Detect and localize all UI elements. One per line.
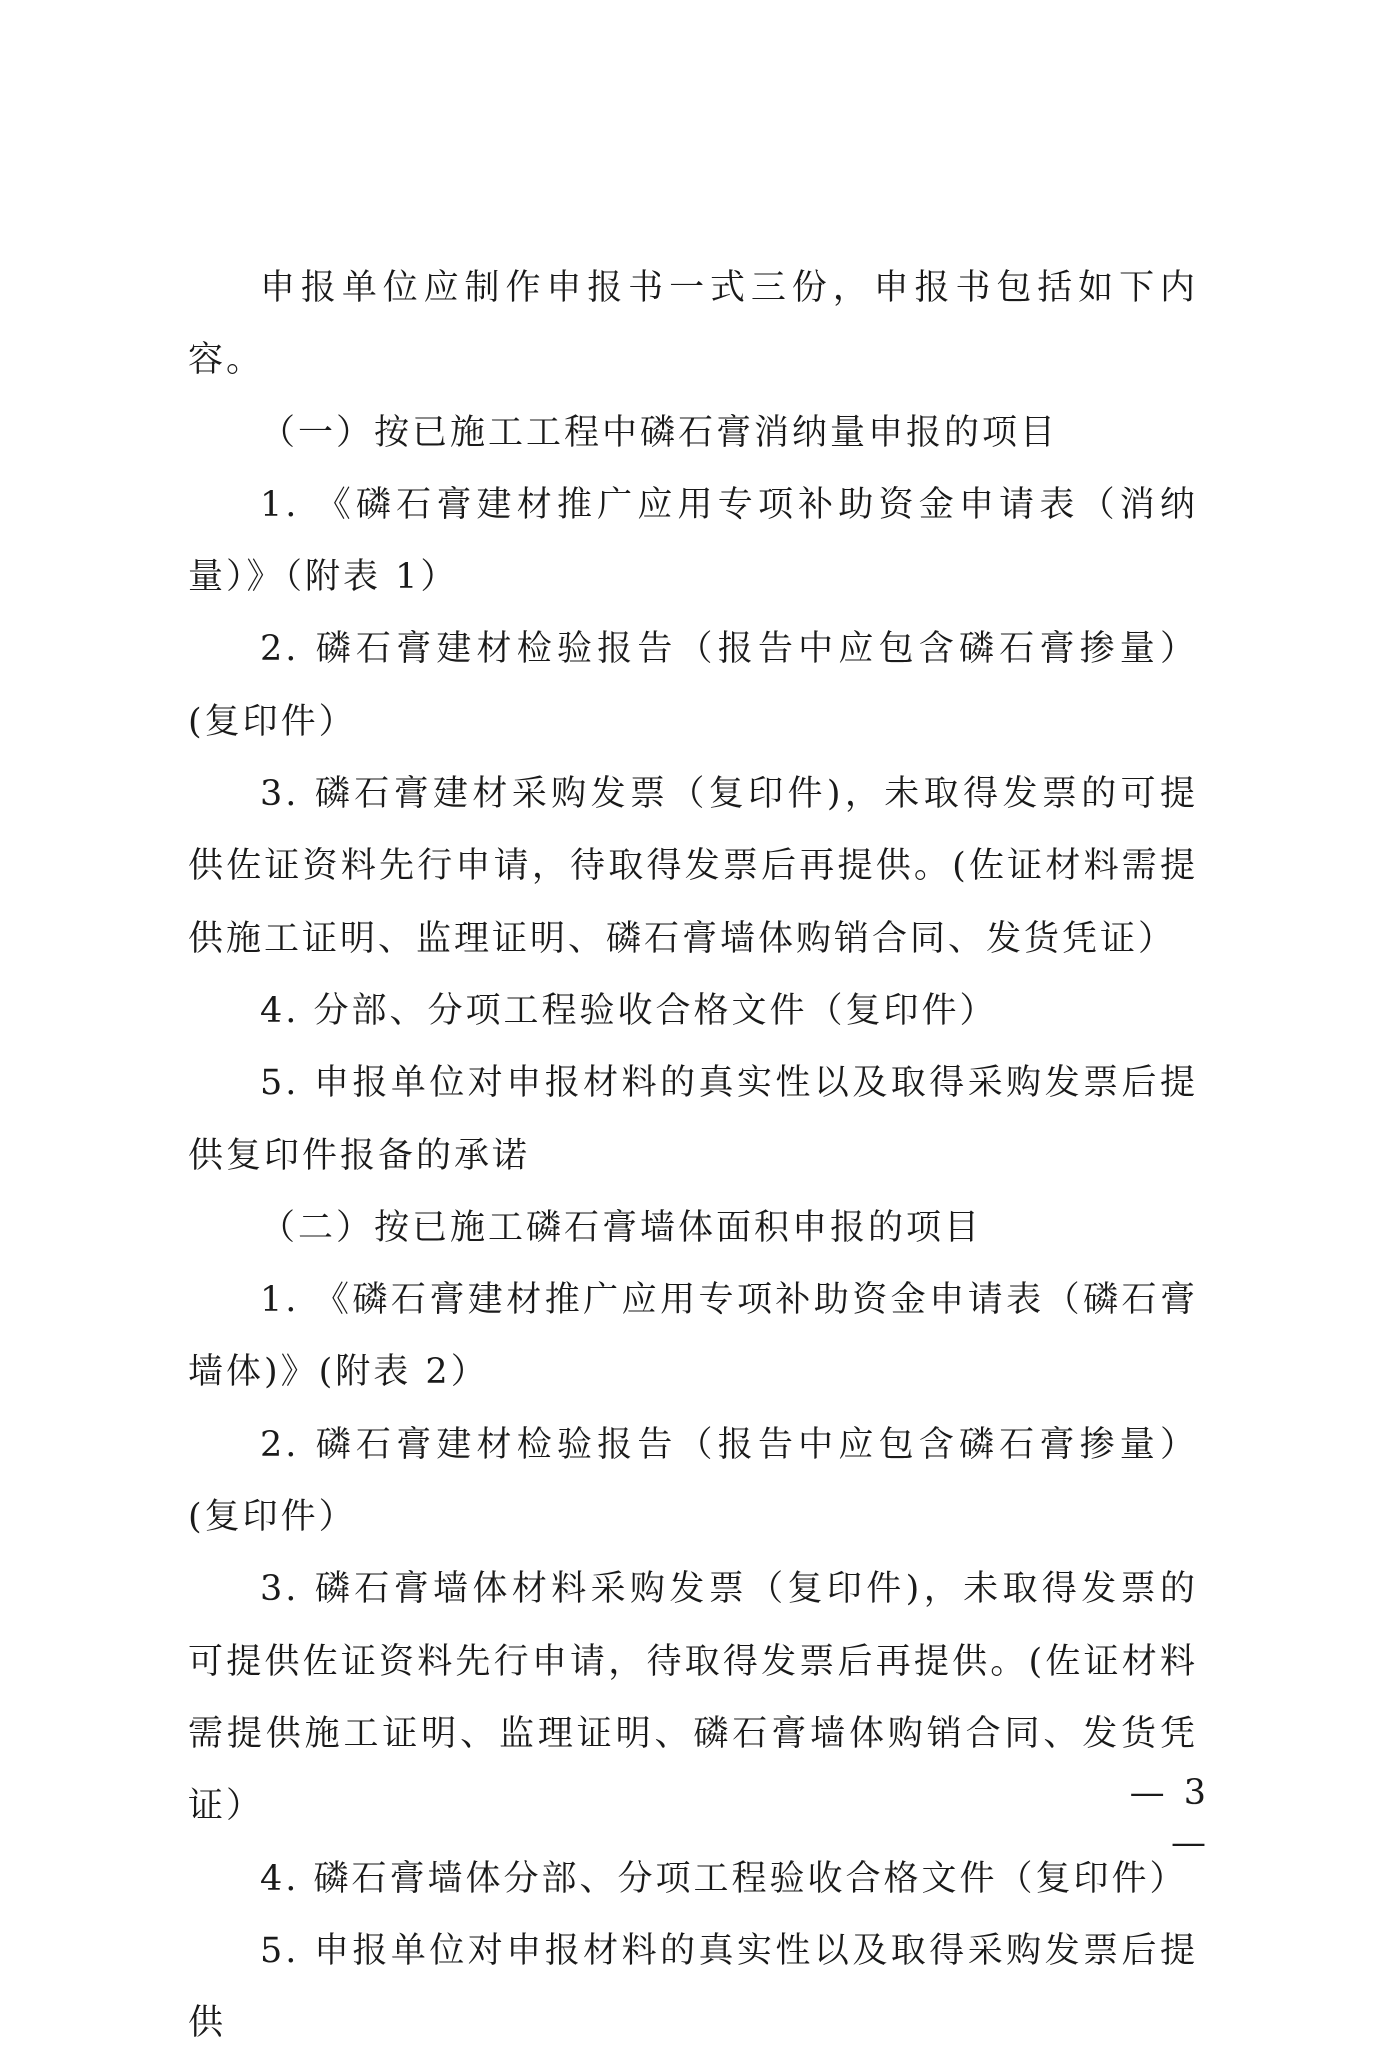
list-item: 2. 磷石膏建材检验报告（报告中应包含磷石膏掺量）(复印件）: [188, 1424, 1198, 1538]
list-item: 5. 申报单位对申报材料的真实性以及取得采购发票后提供: [188, 1930, 1198, 2044]
list-item: 5. 申报单位对申报材料的真实性以及取得采购发票后提供复印件报备的承诺: [188, 1063, 1198, 1176]
list-item: 2. 磷石膏建材检验报告（报告中应包含磷石膏掺量）(复印件）: [188, 629, 1198, 742]
section-heading-2: （二）按已施工磷石膏墙体面积申报的项目: [260, 1207, 983, 1248]
list-item: 3. 磷石膏墙体材料采购发票（复印件)，未取得发票的可提供佐证资料先行申请，待取得发票后再提供。(佐证材料需提供施工证明、监理证明、磷石膏墙体购销合同、发货凭证）: [188, 1569, 1198, 1827]
list-item: 1. 《磷石膏建材推广应用专项补助资金申请表（磷石膏墙体)》(附表 2）: [188, 1280, 1198, 1393]
list-item: 4. 分部、分项工程验收合格文件（复印件）: [260, 990, 998, 1031]
intro-paragraph: 申报单位应制作申报书一式三份，申报书包括如下内容。: [188, 268, 1198, 381]
section-heading-1: （一）按已施工工程中磷石膏消纳量申报的项目: [260, 412, 1059, 453]
page-number: — 3 —: [1129, 1773, 1210, 1863]
list-item: 1. 《磷石膏建材推广应用专项补助资金申请表（消纳量）》（附表 1）: [188, 484, 1198, 598]
list-item: 4. 磷石膏墙体分部、分项工程验收合格文件（复印件）: [260, 1858, 1188, 1899]
document-body: [188, 252, 1198, 2059]
list-item: 3. 磷石膏建材采购发票（复印件)，未取得发票的可提供佐证资料先行申请，待取得发票后再提供。(佐证材料需提供施工证明、监理证明、磷石膏墙体购销合同、发货凭证）: [188, 774, 1198, 959]
